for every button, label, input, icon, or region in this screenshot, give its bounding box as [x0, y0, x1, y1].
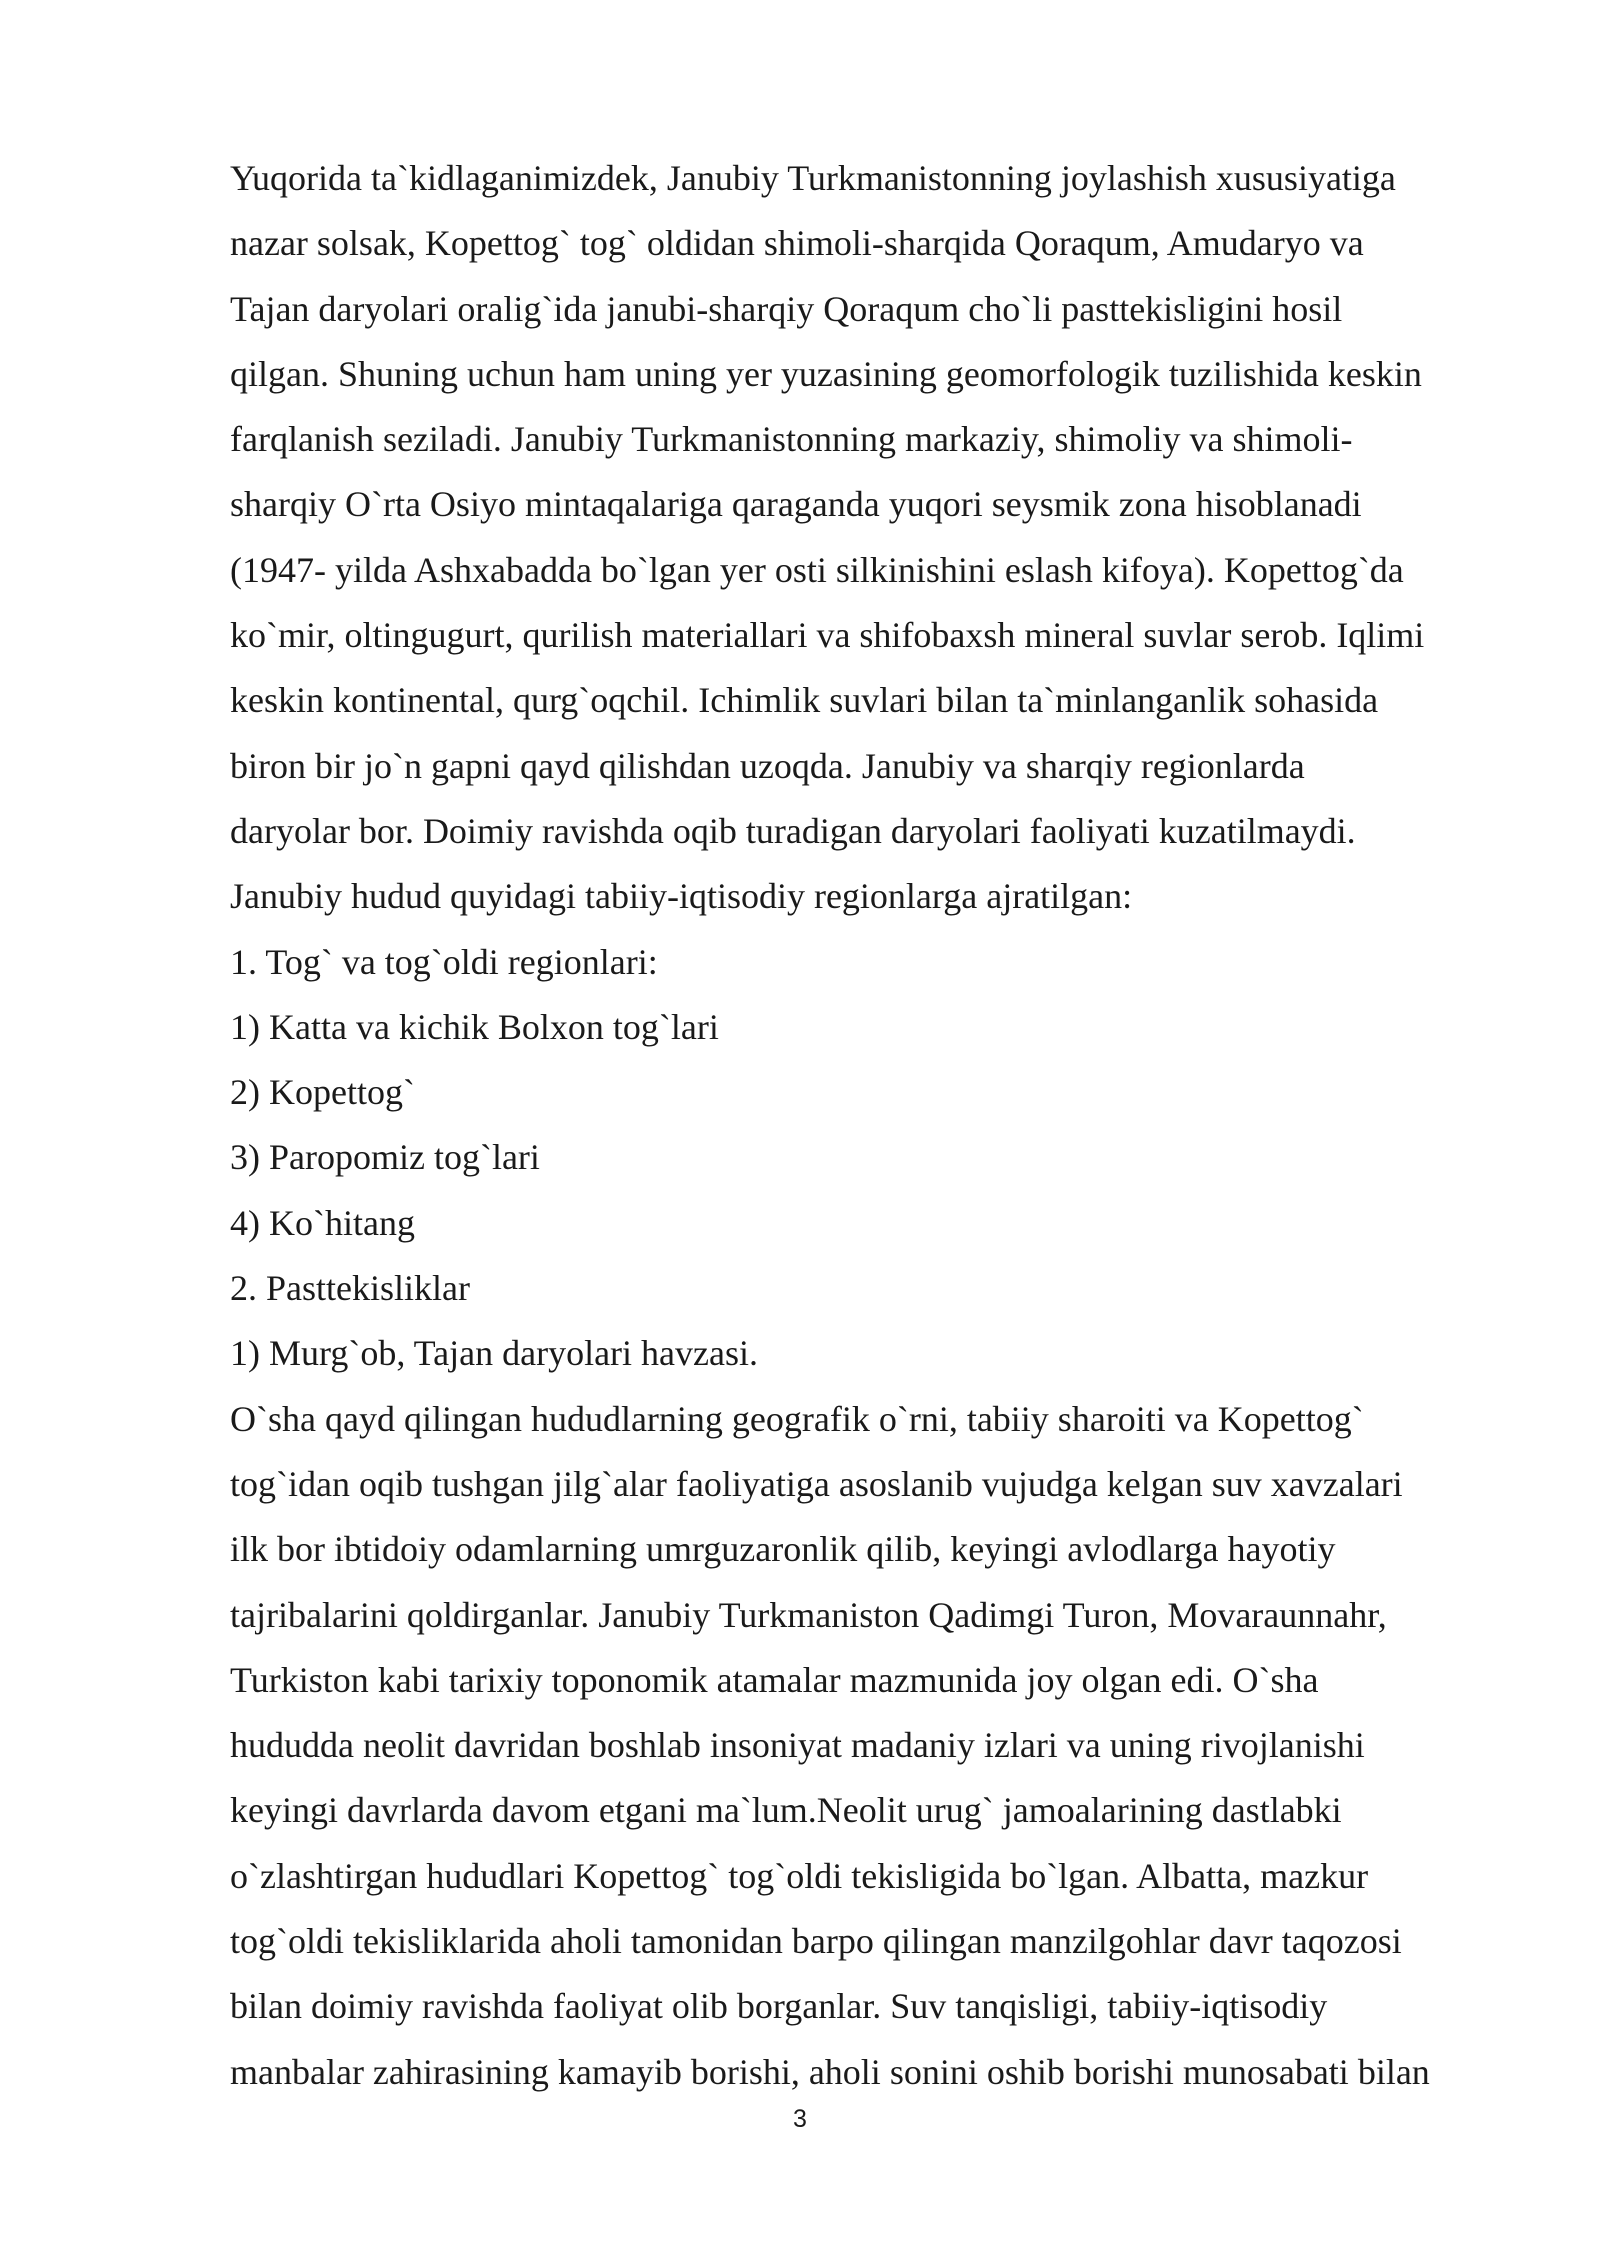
- text-line: farqlanish seziladi. Janubiy Turkmanistonning markaziy, shimoliy va shimoli-: [230, 419, 1353, 460]
- text-line: tog`idan oqib tushgan jilg`alar faoliyatiga asoslanib vujudga kelgan suv xavzalari: [230, 1463, 1403, 1504]
- text-line: sharqiy O`rta Osiyo mintaqalariga qaraganda yuqori seysmik zona hisoblanadi: [230, 484, 1362, 525]
- text-line: nazar solsak, Kopettog` tog` oldidan shimoli-sharqida Qoraqum, Amudaryo va: [230, 223, 1364, 264]
- list-item: 4) Ko`hitang: [230, 1202, 415, 1243]
- text-line: qilgan. Shuning uchun ham uning yer yuzasining geomorfologik tuzilishida keskin: [230, 353, 1422, 394]
- text-line: biron bir jo`n gapni qayd qilishdan uzoqda. Janubiy va sharqiy regionlarda: [230, 745, 1305, 786]
- text-line: bilan doimiy ravishda faoliyat olib borganlar. Suv tanqisligi, tabiiy-iqtisodiy: [230, 1986, 1328, 2027]
- list-item: 1) Katta va kichik Bolxon tog`lari: [230, 1006, 719, 1047]
- text-line: ilk bor ibtidoiy odamlarning umrguzaronlik qilib, keyingi avlodlarga hayotiy: [230, 1529, 1336, 1570]
- list-item: 2) Kopettog`: [230, 1072, 415, 1113]
- text-line: tog`oldi tekisliklarida aholi tamonidan barpo qilingan manzilgohlar davr taqozosi: [230, 1921, 1402, 1962]
- text-line: hududda neolit davridan boshlab insoniyat madaniy izlari va uning rivojlanishi: [230, 1725, 1365, 1766]
- text-line: ko`mir, oltingugurt, qurilish materiallari va shifobaxsh mineral suvlar serob. Iqlimi: [230, 615, 1425, 656]
- text-line: Tajan daryolari oralig`ida janubi-sharqiy Qoraqum cho`li pasttekisligini hosil: [230, 288, 1343, 329]
- text-line: O`sha qayd qilingan hududlarning geografik o`rni, tabiiy sharoiti va Kopettog`: [230, 1398, 1364, 1439]
- text-line: (1947- yilda Ashxabadda bo`lgan yer osti silkinishini eslash kifoya). Kopettog`da: [230, 549, 1404, 590]
- list-item: 3) Paropomiz tog`lari: [230, 1137, 540, 1178]
- text-line: Turkiston kabi tarixiy toponomik atamalar mazmunida joy olgan edi. O`sha: [230, 1659, 1319, 1700]
- text-line: o`zlashtirgan hududlari Kopettog` tog`oldi tekisligida bo`lgan. Albatta, mazkur: [230, 1855, 1369, 1896]
- text-line: manbalar zahirasining kamayib borishi, aholi sonini oshib borishi munosabati bilan: [230, 2051, 1430, 2092]
- list-heading: 2. Pasttekisliklar: [230, 1268, 470, 1309]
- text-line: keskin kontinental, qurg`oqchil. Ichimlik suvlari bilan ta`minlanganlik sohasida: [230, 680, 1379, 721]
- text-line: Yuqorida ta`kidlaganimizdek, Janubiy Turkmanistonning joylashish xususiyatiga: [230, 158, 1396, 198]
- body-text: [230, 146, 1510, 2105]
- text-line: keyingi davrlarda davom etgani ma`lum.Neolit urug` jamoalarining dastlabki: [230, 1790, 1342, 1831]
- text-line: tajribalarini qoldirganlar. Janubiy Turkmaniston Qadimgi Turon, Movaraunnahr,: [230, 1594, 1387, 1635]
- text-line: Janubiy hudud quyidagi tabiiy-iqtisodiy regionlarga ajratilgan:: [230, 876, 1133, 917]
- page-number: 3: [793, 2105, 807, 2133]
- list-item: 1) Murg`ob, Tajan daryolari havzasi.: [230, 1333, 758, 1374]
- list-heading: 1. Tog` va tog`oldi regionlari:: [230, 941, 658, 982]
- text-line: daryolar bor. Doimiy ravishda oqib turadigan daryolari faoliyati kuzatilmaydi.: [230, 810, 1356, 851]
